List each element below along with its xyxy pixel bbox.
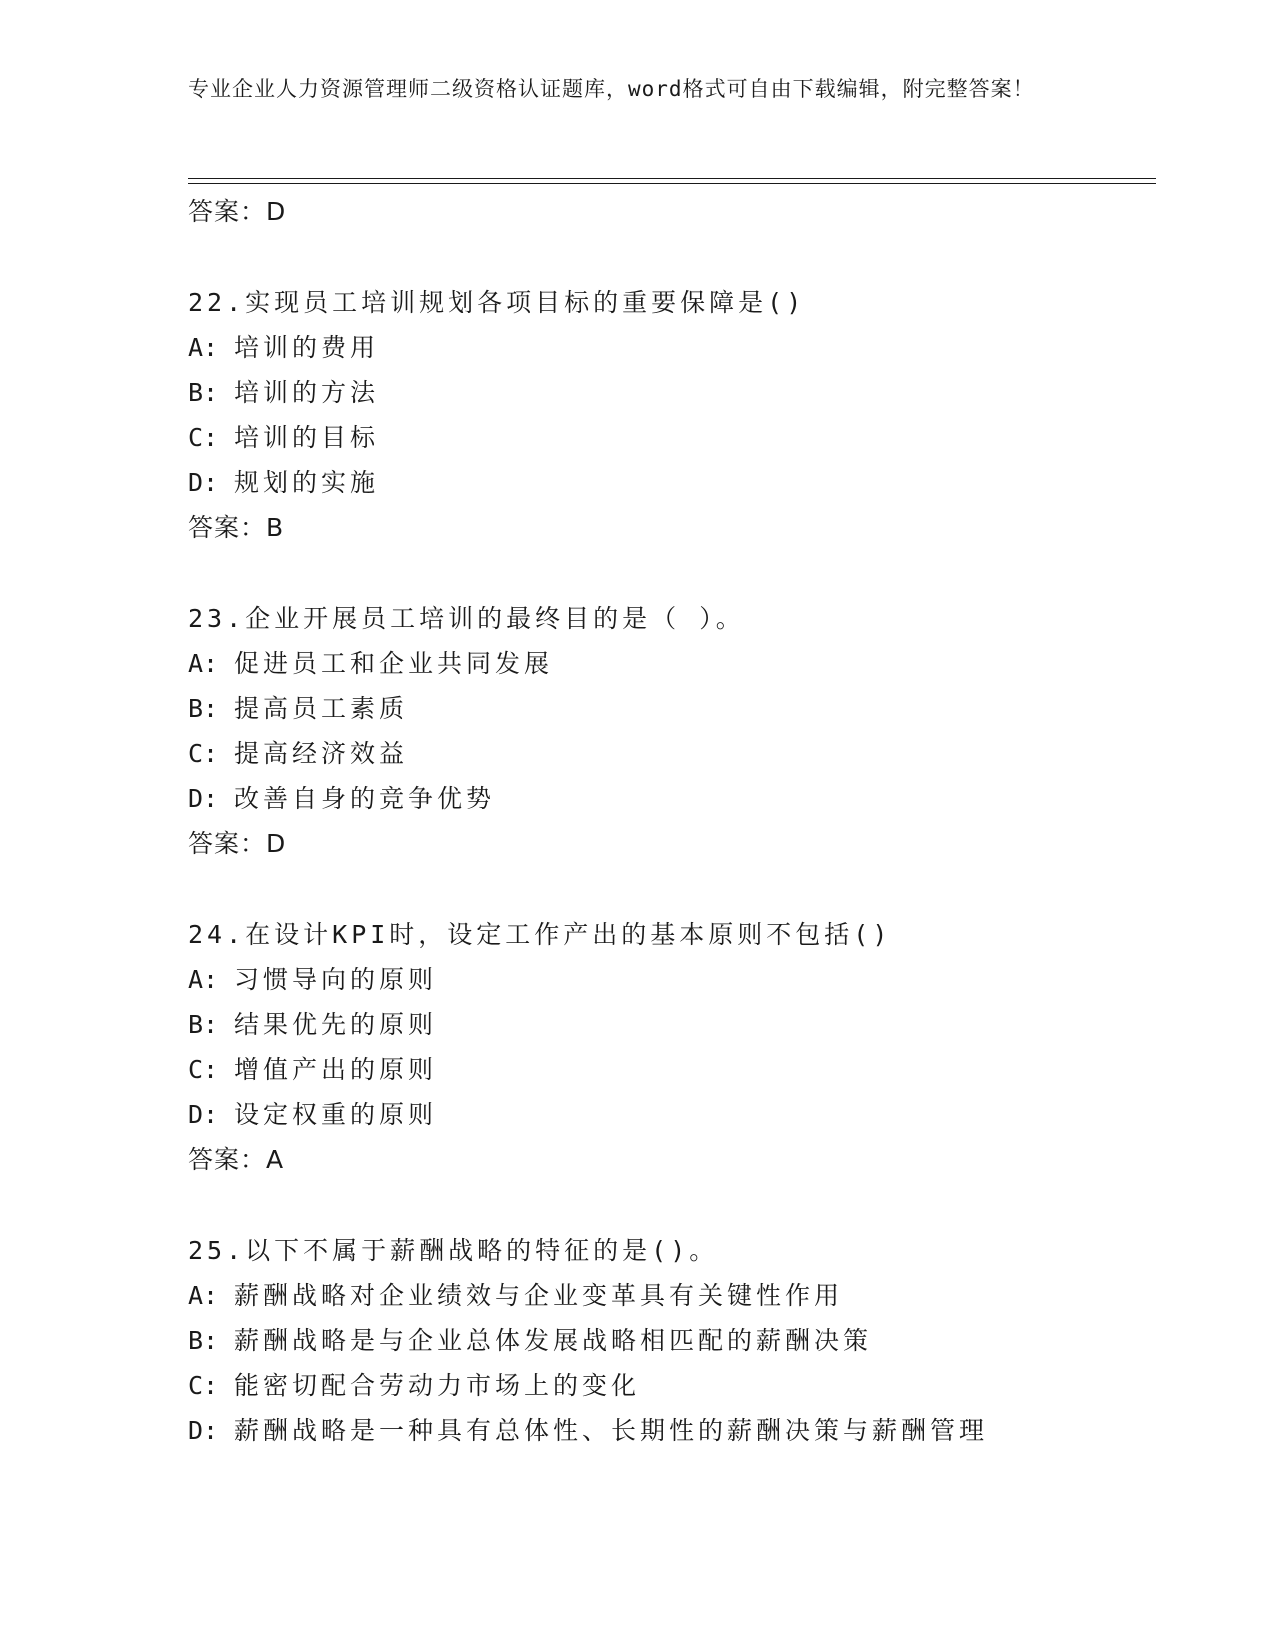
- answer-label: 答案：: [188, 829, 267, 858]
- option-key: B:: [188, 694, 219, 723]
- option-a: [188, 641, 1156, 686]
- option-key: A:: [188, 965, 219, 994]
- document-header: [188, 74, 1068, 105]
- option-key: A:: [188, 1281, 219, 1310]
- option-key: C:: [188, 423, 219, 452]
- question-list: [188, 189, 1156, 1453]
- question-23: [188, 596, 1156, 866]
- option-key: D:: [188, 1416, 219, 1445]
- answer-line-q21: [188, 189, 1156, 234]
- question-stem: [188, 280, 1156, 325]
- option-text: 改善自身的竞争优势: [234, 784, 496, 813]
- option-text: 增值产出的原则: [234, 1055, 438, 1084]
- option-d: [188, 776, 1156, 821]
- option-c: [188, 731, 1156, 776]
- option-text: 培训的目标: [234, 423, 380, 452]
- question-22: [188, 280, 1156, 550]
- question-number: 22.: [188, 288, 246, 317]
- option-c: [188, 1047, 1156, 1092]
- question-24: [188, 912, 1156, 1182]
- answer-label: 答案：: [188, 197, 267, 226]
- option-text: 提高员工素质: [234, 694, 409, 723]
- option-key: B:: [188, 378, 219, 407]
- question-text: 实现员工培训规划各项目标的重要保障是(): [245, 288, 806, 317]
- option-b: [188, 1002, 1156, 1047]
- header-text: 专业企业人力资源管理师二级资格认证题库，word格式可自由下载编辑，附完整答案！: [188, 77, 1035, 101]
- question-number: 25.: [188, 1236, 246, 1265]
- option-text: 能密切配合劳动力市场上的变化: [234, 1371, 641, 1400]
- option-key: B:: [188, 1326, 219, 1355]
- option-key: C:: [188, 1371, 219, 1400]
- question-text: 以下不属于薪酬战略的特征的是()。: [245, 1236, 719, 1265]
- option-c: [188, 415, 1156, 460]
- option-text: 薪酬战略对企业绩效与企业变革具有关键性作用: [234, 1281, 844, 1310]
- question-text: 在设计KPI时，设定工作产出的基本原则不包括(): [245, 920, 892, 949]
- header-divider-bottom: [188, 183, 1156, 184]
- question-stem: [188, 912, 1156, 957]
- option-key: D:: [188, 1100, 219, 1129]
- option-a: [188, 957, 1156, 1002]
- option-d: [188, 1408, 1156, 1453]
- option-key: D:: [188, 784, 219, 813]
- answer-label: 答案：: [188, 1145, 267, 1174]
- question-text: 企业开展员工培训的最终目的是（ ）。: [245, 604, 745, 633]
- option-key: A:: [188, 333, 219, 362]
- option-text: 设定权重的原则: [234, 1100, 438, 1129]
- option-b: [188, 686, 1156, 731]
- answer-value: A: [266, 1145, 285, 1174]
- option-text: 薪酬战略是与企业总体发展战略相匹配的薪酬决策: [234, 1326, 873, 1355]
- option-d: [188, 460, 1156, 505]
- option-key: D:: [188, 468, 219, 497]
- question-25: [188, 1228, 1156, 1453]
- option-a: [188, 1273, 1156, 1318]
- option-b: [188, 1318, 1156, 1363]
- answer-value: D: [266, 829, 287, 858]
- option-a: [188, 325, 1156, 370]
- option-text: 促进员工和企业共同发展: [234, 649, 554, 678]
- option-key: A:: [188, 649, 219, 678]
- option-text: 培训的方法: [234, 378, 380, 407]
- answer-line: [188, 505, 1156, 550]
- option-text: 提高经济效益: [234, 739, 409, 768]
- option-key: B:: [188, 1010, 219, 1039]
- option-text: 规划的实施: [234, 468, 380, 497]
- header-divider-top: [188, 178, 1156, 179]
- question-stem: [188, 1228, 1156, 1273]
- question-number: 24.: [188, 920, 246, 949]
- option-key: C:: [188, 739, 219, 768]
- answer-value: D: [266, 197, 287, 226]
- option-key: C:: [188, 1055, 219, 1084]
- answer-line: [188, 1137, 1156, 1182]
- answer-value: B: [266, 513, 285, 542]
- option-text: 薪酬战略是一种具有总体性、长期性的薪酬决策与薪酬管理: [234, 1416, 989, 1445]
- option-text: 习惯导向的原则: [234, 965, 438, 994]
- option-d: [188, 1092, 1156, 1137]
- option-text: 结果优先的原则: [234, 1010, 438, 1039]
- question-number: 23.: [188, 604, 246, 633]
- question-stem: [188, 596, 1156, 641]
- option-text: 培训的费用: [234, 333, 380, 362]
- answer-label: 答案：: [188, 513, 267, 542]
- option-b: [188, 370, 1156, 415]
- answer-line: [188, 821, 1156, 866]
- option-c: [188, 1363, 1156, 1408]
